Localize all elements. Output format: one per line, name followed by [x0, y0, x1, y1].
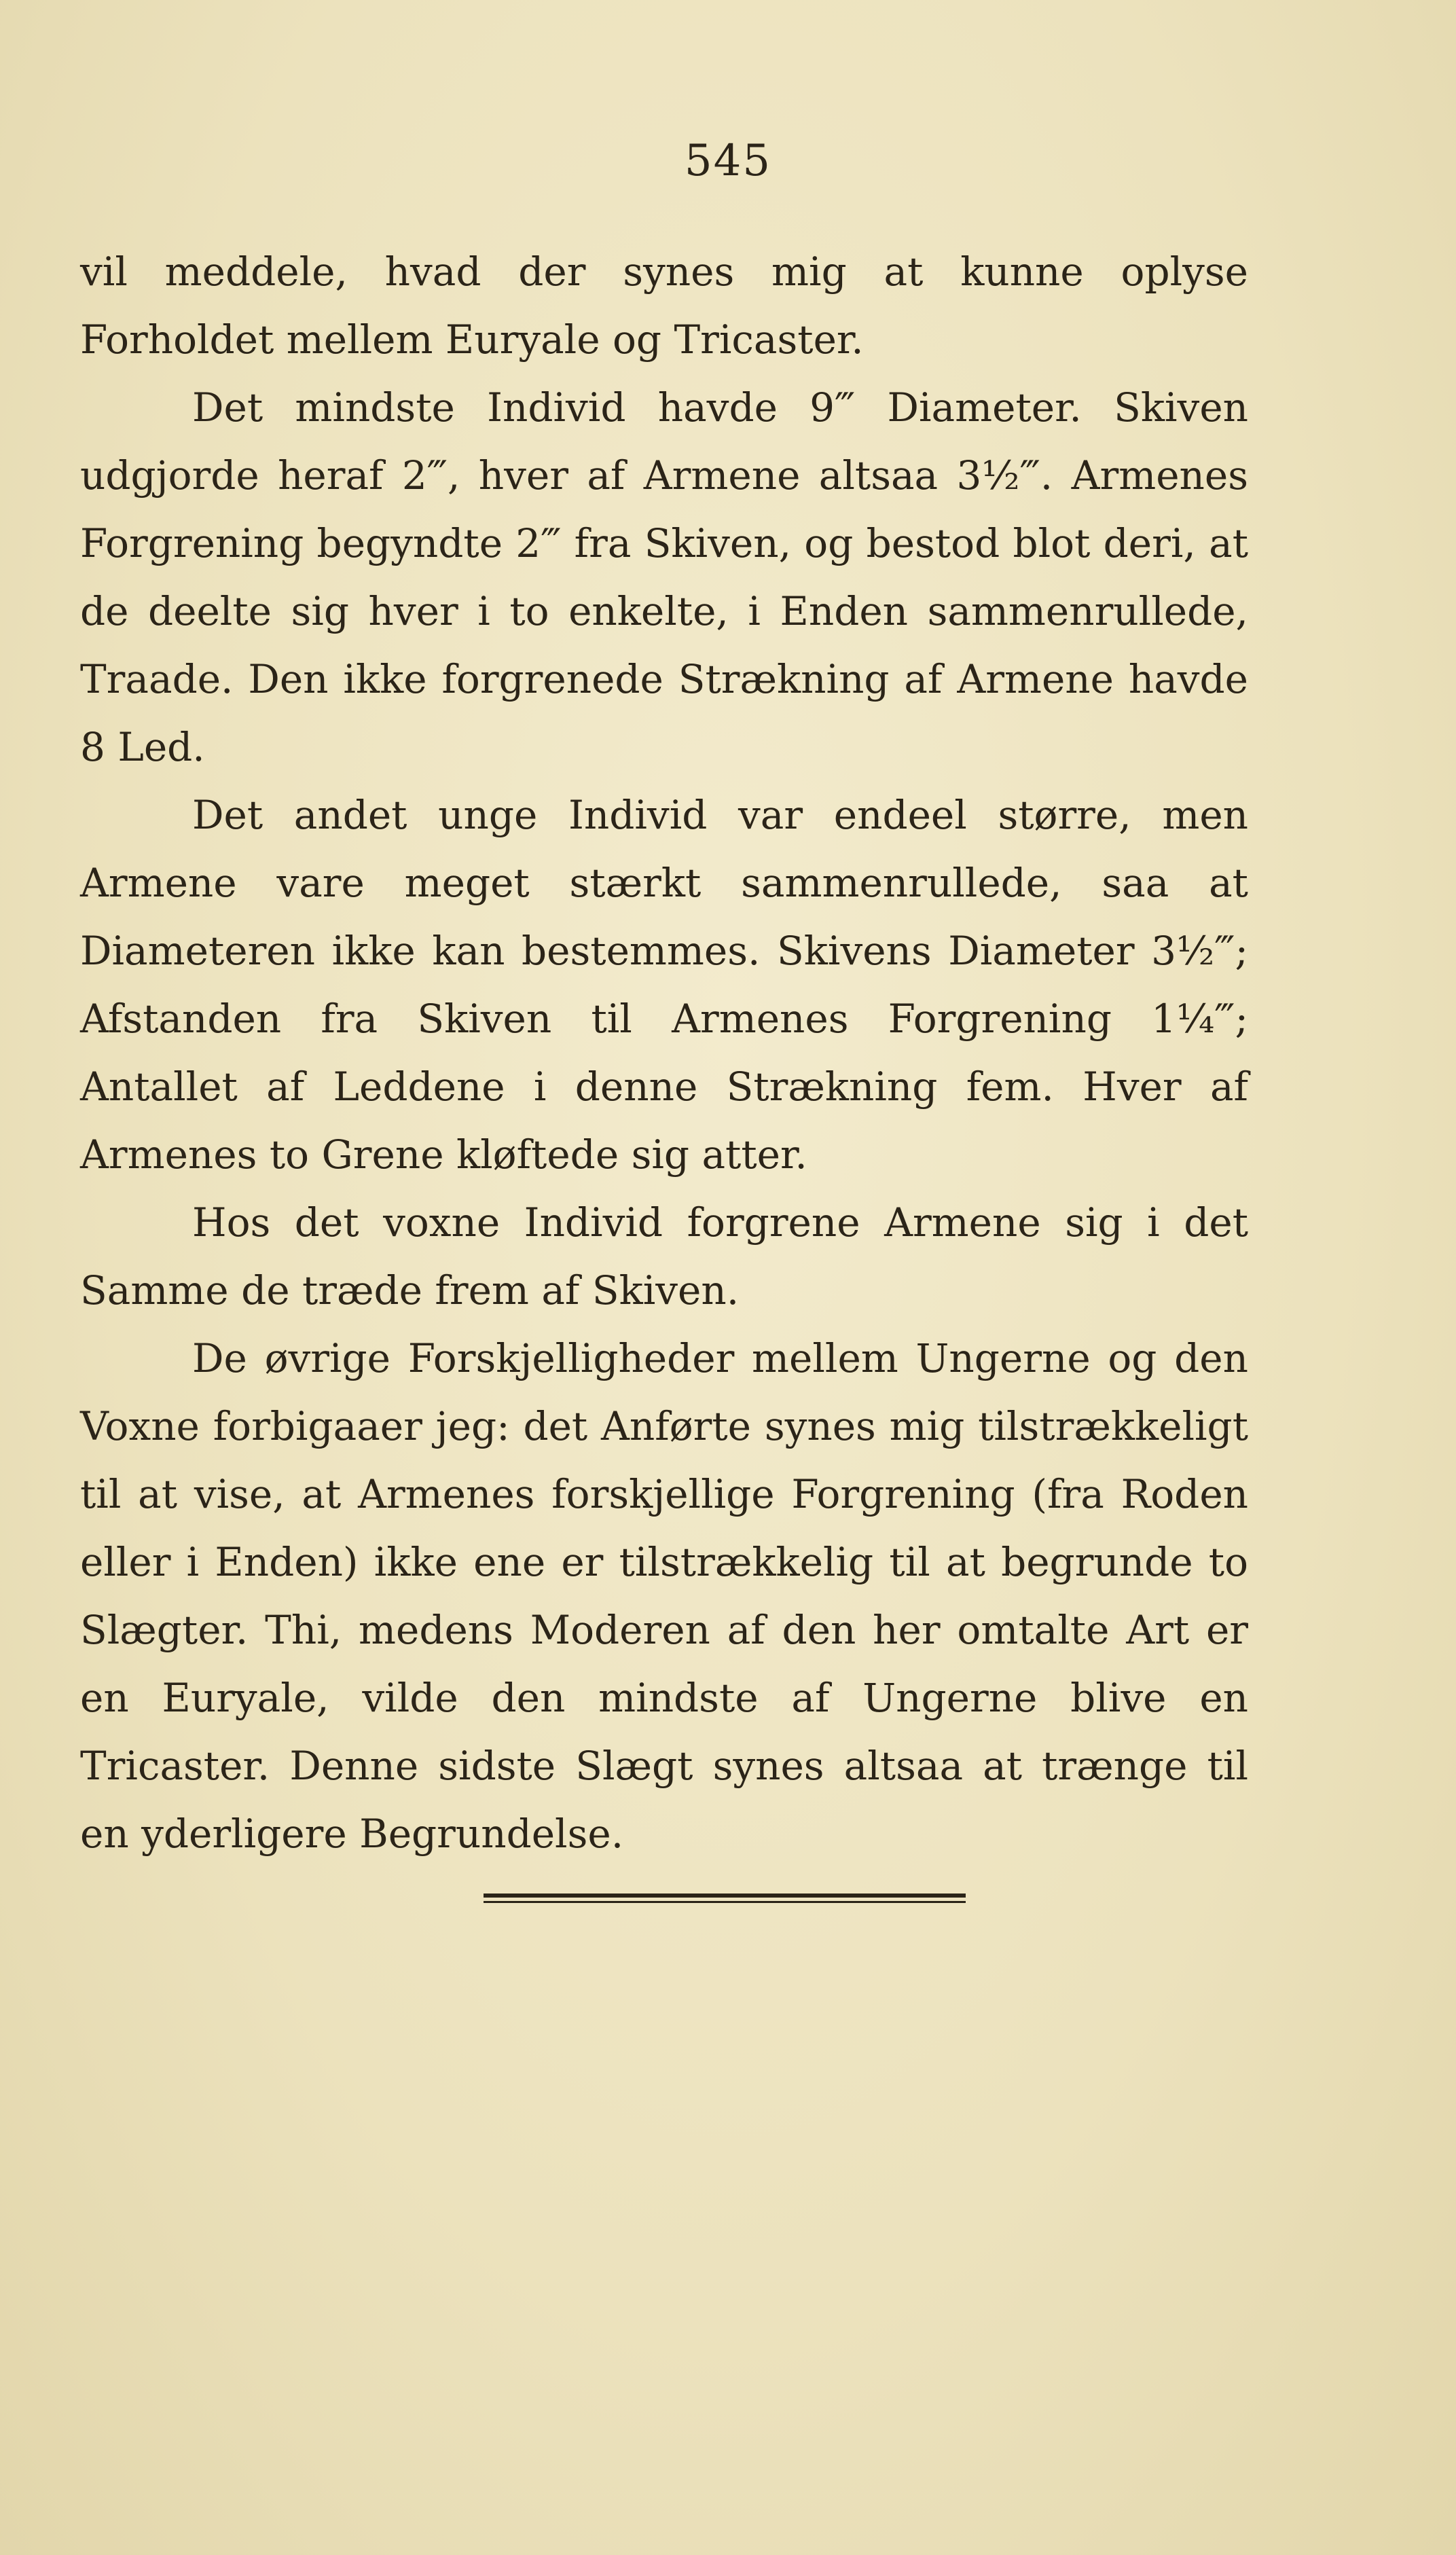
page-number: 545: [684, 136, 772, 186]
paragraph-second-individual: Det andet unge Individ var endeel større, men Armene vare meget stærkt sammenrullede, saa at Diameteren ikke kan bestemmes. Skivens Diameter 3½‴; Afstanden fra Skiven til Armenes Forgrening 1¼‴; Antallet af Leddene i denne Strækning fem. Hver af Armenes to Grene kløftede sig atter.: [80, 792, 1248, 1178]
paragraph-conclusion: De øvrige Forskjelligheder mellem Ungerne og den Voxne forbigaaer jeg: det Anførte synes mig tilstrækkeligt til at vise, at Armenes forskjellige Forgrening (fra Roden eller i Enden) ikke ene er tilstrækkelig til at begrunde to Slægter. Thi, medens Moderen af den her omtalte Art er en Euryale, vilde den mindste af Ungerne blive en Tricaster. Denne sidste Slægt synes altsaa at trænge til en yderligere Begrundelse.: [80, 1335, 1248, 1857]
body-text: [80, 238, 1248, 1868]
paragraph-continuation: vil meddele, hvad der synes mig at kunne oplyse Forholdet mellem Euryale og Tricaster.: [80, 249, 1248, 363]
end-rule: [484, 1893, 966, 1903]
paragraph-smallest-individual: Det mindste Individ havde 9‴ Diameter. Skiven udgjorde heraf 2‴, hver af Armene altsaa 3½‴. Armenes Forgrening begyndte 2‴ fra Skiven, og bestod blot deri, at de deelte sig hver i to enkelte, i Enden sammenrullede, Traade. Den ikke forgrenede Strækning af Armene havde 8 Led.: [80, 384, 1248, 770]
paragraph-adult-individual: Hos det voxne Individ forgrene Armene sig i det Samme de træde frem af Skiven.: [80, 1199, 1248, 1313]
